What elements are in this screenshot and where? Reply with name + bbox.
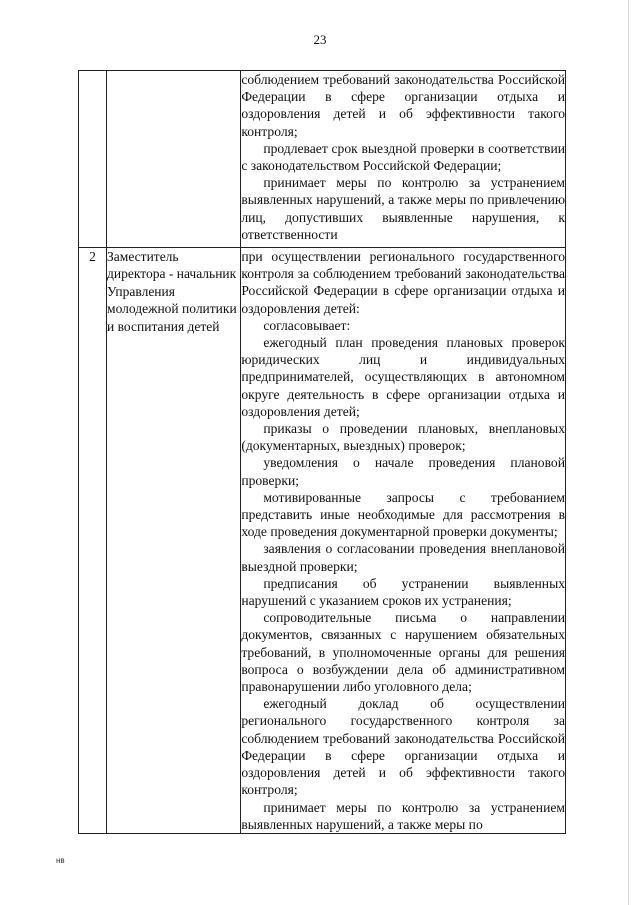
duty-paragraph: приказы о проведении плановых, внеплановых (документарных, выездных) проверок; bbox=[241, 421, 565, 454]
duty-paragraph: продлевает срок выездной проверки в соответствии с законодательством Российской Федерации; bbox=[241, 140, 565, 174]
page-number: 23 bbox=[313, 32, 327, 47]
duty-paragraph: предписания об устранении выявленных нарушений с указанием сроков их устранения; bbox=[241, 575, 565, 609]
position-cell bbox=[107, 71, 241, 248]
table-row bbox=[79, 71, 566, 248]
duty-paragraph: согласовывает: bbox=[263, 317, 351, 333]
duty-paragraph: при осуществлении регионального государственного контроля за соблюдением требований законодательства Российской Федерации в сфере организации отдыха и оздоровления детей: bbox=[241, 249, 565, 316]
duty-paragraph: принимает меры по контролю за устранением выявленных нарушений, а также меры по привлечению лиц, допустивших выявленные нарушения, к ответственности bbox=[241, 175, 565, 242]
position-cell: Заместитель директора - начальник Управления молодежной политики и воспитания детей bbox=[107, 248, 241, 834]
duty-paragraph: принимает меры по контролю за устранением выявленных нарушений, а также меры по bbox=[241, 799, 565, 832]
scan-edge-line bbox=[628, 0, 629, 905]
table-row bbox=[79, 248, 566, 834]
duties-cell bbox=[241, 71, 566, 248]
row-number-cell: 2 bbox=[79, 248, 107, 834]
duty-paragraph: мотивированные запросы с требованием представить иные необходимые для рассмотрения в ходе проведения документарной проверки документы; bbox=[241, 489, 565, 540]
duty-paragraph: уведомления о начале проведения плановой проверки; bbox=[241, 455, 565, 488]
duty-paragraph: сопроводительные письма о направлении документов, связанных с нарушением обязательных требований, в уполномоченные органы для решения вопроса о возбуждении дела об административном правонарушении либо уголовного дела; bbox=[241, 610, 565, 695]
duty-paragraph: соблюдением требований законодательства Российской Федерации в сфере организации отдыха и оздоровления детей и об эффективности такого контроля; bbox=[241, 72, 565, 139]
duty-paragraph: ежегодный план проведения плановых проверок юридических лиц и индивидуальных предпринимателей, осуществляющих в автономном округе деятельность в сфере организации отдыха и оздоровления детей; bbox=[241, 335, 565, 419]
row-number-cell bbox=[79, 71, 107, 248]
duty-paragraph: ежегодный доклад об осуществлении регионального государственного контроля за соблюдением требований законодательства Российской Федерации в сфере организации отдыха и оздоровления детей и об эффективности такого контроля; bbox=[241, 696, 565, 798]
responsibilities-table bbox=[78, 70, 566, 834]
duties-cell bbox=[241, 248, 566, 834]
footer-mark: нв bbox=[56, 856, 65, 865]
duty-paragraph: заявления о согласовании проведения внеплановой выездной проверки; bbox=[241, 541, 565, 574]
